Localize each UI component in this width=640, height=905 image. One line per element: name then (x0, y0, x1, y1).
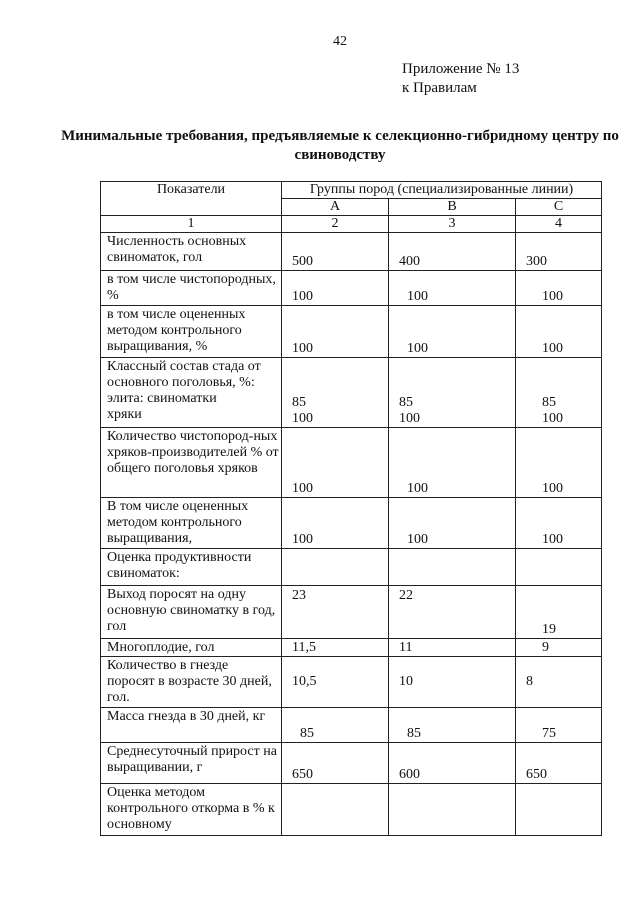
header-group-b: B (389, 199, 516, 216)
value-group-a: 23 (282, 586, 389, 639)
indicator-label: в том числе оцененных методом контрольного выращивания, % (101, 306, 282, 358)
value-group-b: 100 (389, 428, 516, 498)
header-group-a: A (282, 199, 389, 216)
value-group-a: 650 (282, 743, 389, 784)
value-group-a: 100 (282, 498, 389, 549)
value-group-b: 400 (389, 233, 516, 271)
value-group-c: 650 (516, 743, 602, 784)
table-row (101, 428, 602, 498)
value-group-a: 85 (282, 708, 389, 743)
value-group-a: 11,5 (282, 639, 389, 657)
column-number-2: 2 (282, 216, 389, 233)
indicator-label: Количество чистопород-ных хряков-производителей % от общего поголовья хряков (101, 428, 282, 498)
document-title: Минимальные требования, предъявляемые к селекционно-гибридному центру по свиноводству (61, 128, 619, 163)
value-group-c: 75 (516, 708, 602, 743)
value-text: 85 100 (399, 395, 420, 426)
page-number: 42 (333, 34, 347, 49)
value-group-c (516, 549, 602, 586)
value-group-a: 100 (282, 428, 389, 498)
table-row (101, 586, 602, 639)
value-group-b (389, 549, 516, 586)
value-group-b: 100 (389, 271, 516, 306)
appendix-header (402, 60, 519, 98)
table-row (101, 657, 602, 708)
table-row (101, 708, 602, 743)
value-group-c: 300 (516, 233, 602, 271)
table-row (101, 498, 602, 549)
value-group-b: 85 (389, 708, 516, 743)
table-row (101, 306, 602, 358)
indicator-label: Классный состав стада от основного поголовья, %: элита: свиноматки хряки (101, 358, 282, 428)
appendix-reference: к Правилам (402, 80, 477, 96)
value-group-c: 100 (516, 271, 602, 306)
value-text: 85 100 (292, 395, 313, 426)
value-group-b: 22 (389, 586, 516, 639)
value-text: 85 100 (542, 395, 563, 426)
indicator-label: Выход поросят на одну основную свиноматку в год, гол (101, 586, 282, 639)
value-group-a: 100 (282, 271, 389, 306)
header-breed-groups: Группы пород (специализированные линии) (282, 182, 602, 199)
table-row (101, 549, 602, 586)
table-row (101, 784, 602, 836)
value-group-a: 100 (282, 306, 389, 358)
table-row (101, 639, 602, 657)
value-group-a (282, 549, 389, 586)
indicator-label: Численность основных свиноматок, гол (101, 233, 282, 271)
value-group-b: 100 (389, 306, 516, 358)
value-group-b: 10 (389, 657, 516, 708)
indicator-label: Оценка методом контрольного откорма в % к основному (101, 784, 282, 836)
value-group-c: 100 (516, 498, 602, 549)
value-group-c (516, 358, 602, 428)
requirements-table (100, 181, 602, 836)
column-number-1: 1 (101, 216, 282, 233)
indicator-label: в том числе чистопородных, % (101, 271, 282, 306)
indicator-label: Масса гнезда в 30 дней, кг (101, 708, 282, 743)
header-group-c: C (516, 199, 602, 216)
value-group-b: 600 (389, 743, 516, 784)
value-group-a (282, 358, 389, 428)
value-group-b (389, 784, 516, 836)
indicator-label: Оценка продуктивности свиноматок: (101, 549, 282, 586)
appendix-number: Приложение № 13 (402, 61, 520, 77)
column-number-3: 3 (389, 216, 516, 233)
value-group-c: 8 (516, 657, 602, 708)
indicator-label: Количество в гнезде поросят в возрасте 30 дней, гол. (101, 657, 282, 708)
value-group-b (389, 358, 516, 428)
value-group-c: 100 (516, 306, 602, 358)
value-group-a: 10,5 (282, 657, 389, 708)
header-indicators: Показатели (101, 182, 282, 216)
value-group-a: 500 (282, 233, 389, 271)
indicator-label: Среднесуточный прирост на выращивании, г (101, 743, 282, 784)
value-group-c (516, 784, 602, 836)
value-group-a (282, 784, 389, 836)
indicator-label: В том числе оцененных методом контрольного выращивания, (101, 498, 282, 549)
table-row (101, 358, 602, 428)
value-group-c: 19 (516, 586, 602, 639)
table-row (101, 271, 602, 306)
table-row (101, 233, 602, 271)
value-group-c: 100 (516, 428, 602, 498)
table-row (101, 743, 602, 784)
value-group-b: 100 (389, 498, 516, 549)
indicator-label: Многоплодие, гол (101, 639, 282, 657)
column-number-4: 4 (516, 216, 602, 233)
value-group-b: 11 (389, 639, 516, 657)
value-group-c: 9 (516, 639, 602, 657)
